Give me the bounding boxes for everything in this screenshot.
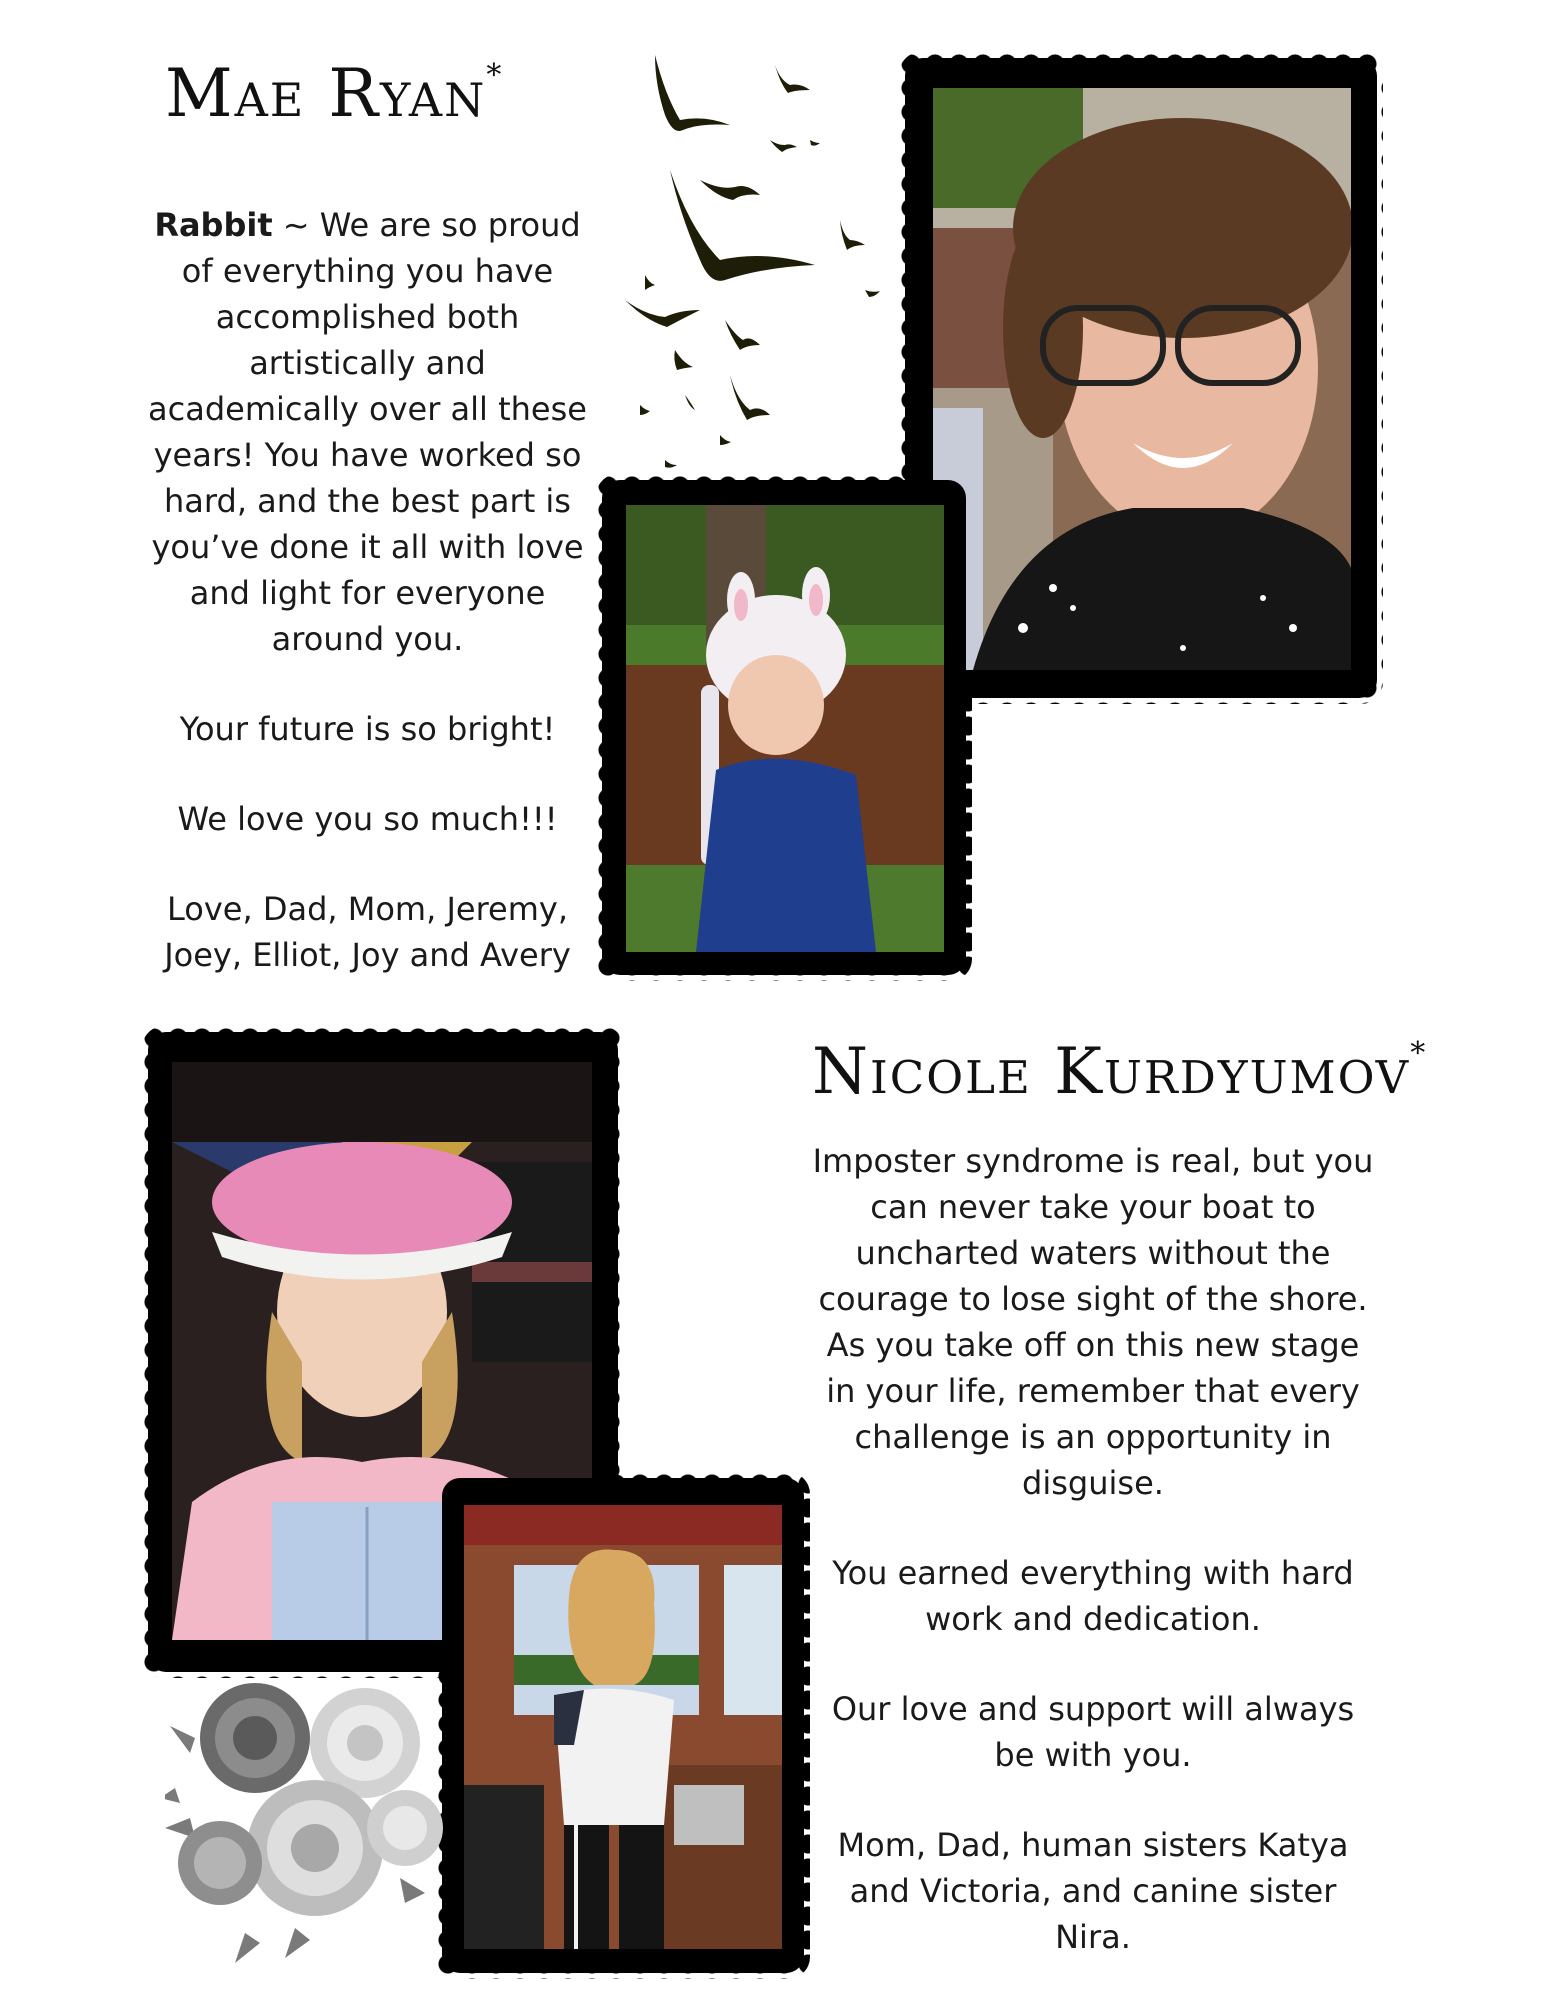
mae-photo-selfie — [933, 88, 1351, 670]
mae-paragraph-3: We love you so much!!! — [177, 800, 558, 838]
mae-message — [140, 202, 595, 978]
nicole-photo-boat — [464, 1505, 782, 1949]
nicole-paragraph-3: Our love and support will always be with you. — [831, 1690, 1355, 1774]
mae-paragraph-2: Your future is so bright! — [179, 710, 556, 748]
mae-paragraph-1 — [140, 202, 595, 662]
mae-salutation: Rabbit — [154, 206, 273, 244]
roses-icon — [165, 1678, 450, 1968]
nicole-paragraph-2: You earned everything with hard work and dedication. — [832, 1554, 1354, 1638]
nicole-message — [808, 1138, 1378, 1960]
mae-intro: ~ We are so proud of everything you have accomplished both artistically and academically over all these years! You have worked so hard, and the best part is you’ve done it all with love and light for everyone around you. — [148, 206, 587, 658]
nicole-marker: * — [1410, 1035, 1428, 1071]
mae-name: Mae Ryan — [165, 55, 487, 132]
nicole-signature: Mom, Dad, human sisters Katya and Victoria, and canine sister Nira. — [837, 1826, 1349, 1956]
mae-name-heading — [165, 55, 503, 132]
mae-signature: Love, Dad, Mom, Jeremy, Joey, Elliot, Joy and Avery — [164, 890, 571, 974]
mae-marker: * — [486, 58, 504, 93]
nicole-paragraph-1: Imposter syndrome is real, but you can never take your boat to uncharted waters without the courage to lose sight of the shore. As you take off on this new stage in your life, remember that every challenge is an opportunity in disguise. — [812, 1142, 1374, 1502]
mae-photo-child — [626, 505, 944, 952]
nicole-name-heading — [812, 1035, 1427, 1109]
nicole-name: Nicole Kurdyumov — [812, 1035, 1411, 1109]
bats-icon — [625, 45, 885, 475]
